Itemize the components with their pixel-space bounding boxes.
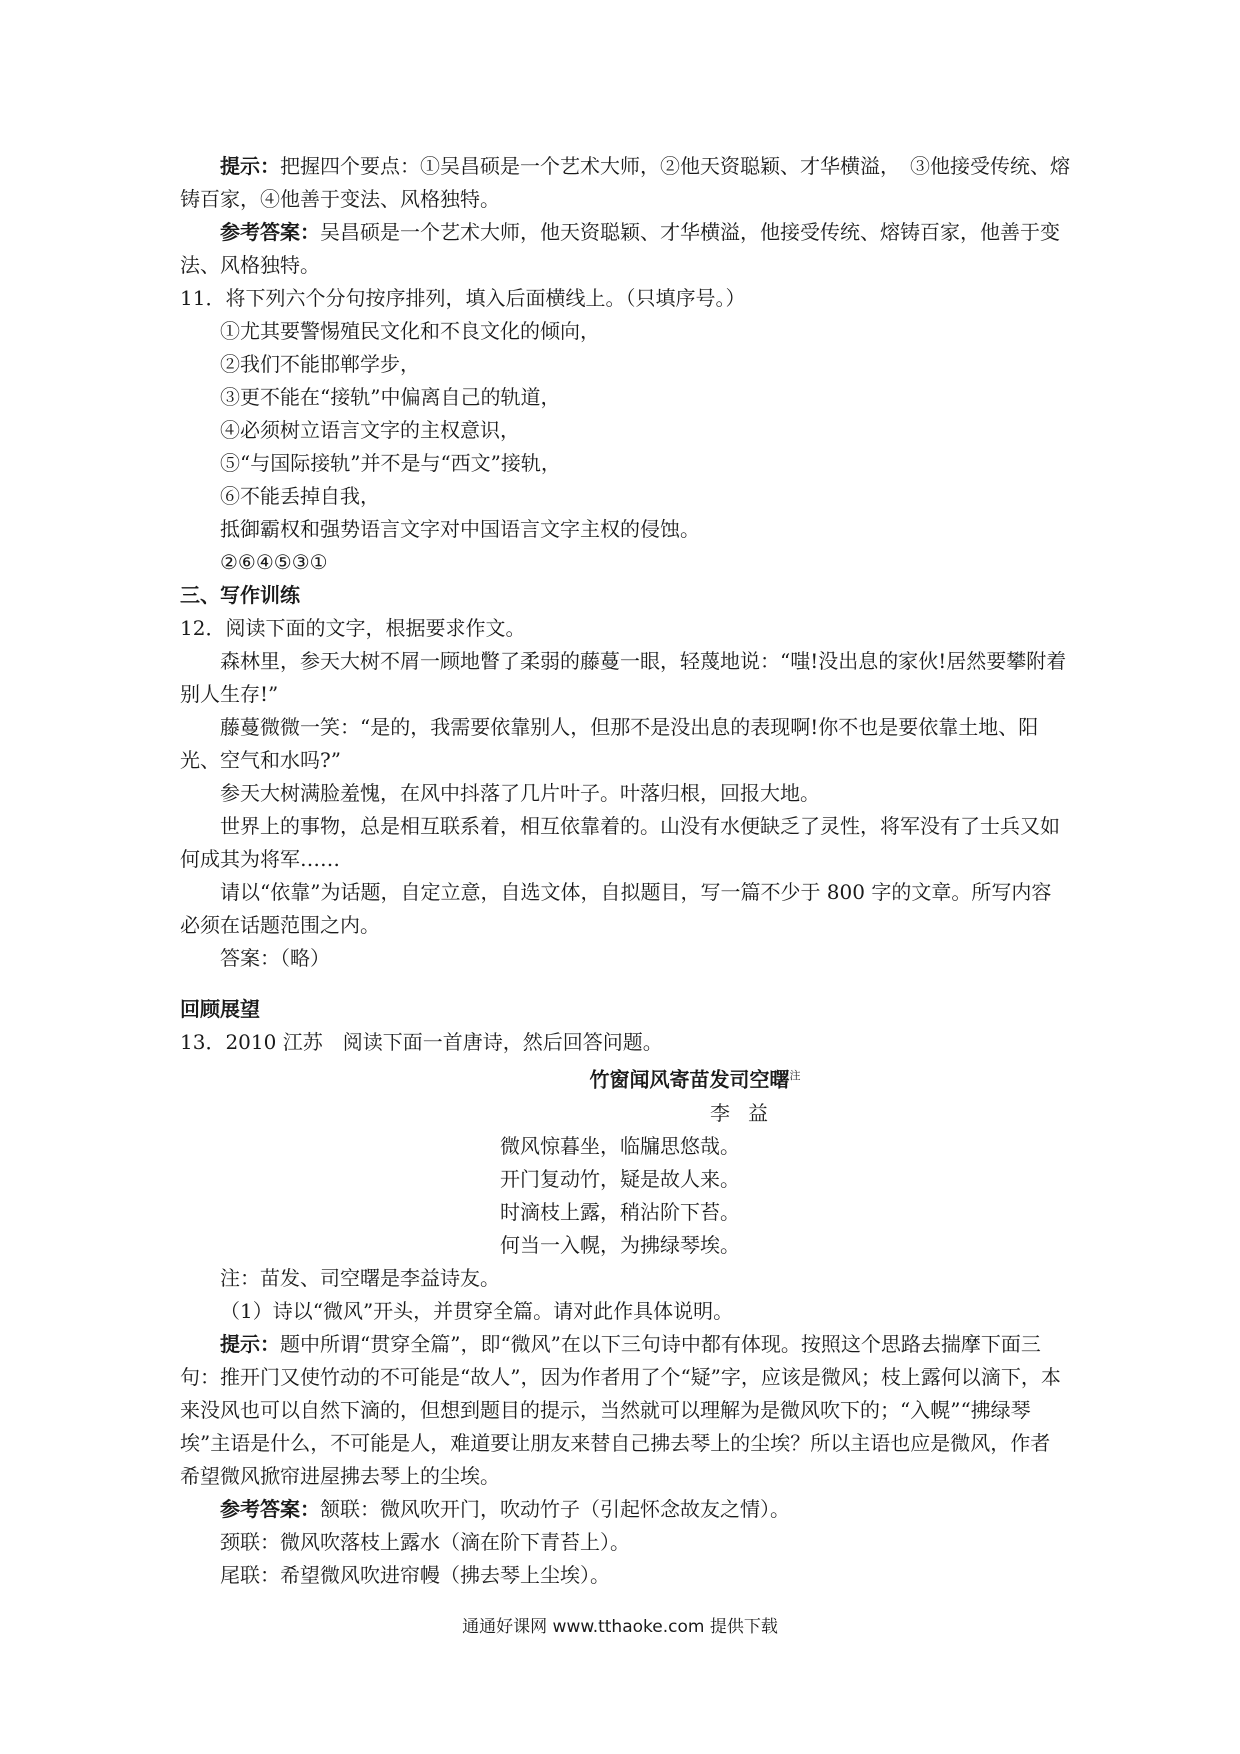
poem-line: 何当一入幌，为拂绿琴埃。 <box>500 1232 740 1257</box>
q13-sub1: （1）诗以“微风”开头，并贯穿全篇。请对此作具体说明。 <box>220 1298 734 1323</box>
hint-label: 提示： <box>220 154 280 178</box>
q13-stem: 13．2010 江苏 阅读下面一首唐诗，然后回答问题。 <box>180 1030 663 1054</box>
answer-label: 参考答案： <box>220 1496 320 1521</box>
q12-paragraph: 森林里，参天大树不屑一顾地瞥了柔弱的藤蔓一眼，轻蔑地说：“嗤!没出息的家伙!居然要攀附着别人生存!” <box>180 649 1067 706</box>
poem-note: 注：苗发、司空曙是李益诗友。 <box>220 1265 500 1290</box>
poem-line: 微风惊暮坐，临牖思悠哉。 <box>500 1133 740 1158</box>
q13-answer-line: 颈联：微风吹落枝上露水（滴在阶下青苔上）。 <box>220 1529 630 1554</box>
q12-answer: 答案：（略） <box>220 946 330 970</box>
q10-answer <box>180 216 1070 282</box>
q11-item-6: ⑥不能丢掉自我， <box>220 484 380 508</box>
hint-label: 提示： <box>220 1331 280 1356</box>
q13-answer-line: 尾联：希望微风吹进帘幔（拂去琴上尘埃）。 <box>220 1562 610 1587</box>
q12-paragraph: 世界上的事物，总是相互联系着，相互依靠着的。山没有水便缺乏了灵性，将军没有了士兵又如何成其为将军…… <box>180 814 1060 871</box>
q11-item-3: ③更不能在“接轨”中偏离自己的轨道， <box>220 385 561 409</box>
q11-item-7: 抵御霸权和强势语言文字对中国语言文字主权的侵蚀。 <box>220 517 700 541</box>
document-body <box>180 150 1070 1592</box>
q13-hint <box>180 1328 1070 1493</box>
poem-line: 开门复动竹，疑是故人来。 <box>500 1166 740 1191</box>
q11-item-2: ②我们不能邯郸学步， <box>220 352 420 376</box>
q10-hint <box>180 150 1070 216</box>
q11-item-1: ①尤其要警惕殖民文化和不良文化的倾向， <box>220 319 600 343</box>
page-footer: 通通好课网 www.tthaoke.com 提供下载 <box>462 1617 778 1637</box>
answer-label: 参考答案： <box>220 220 320 244</box>
q13-answer <box>180 1493 1070 1526</box>
poem-title-note: 注 <box>789 1069 801 1082</box>
q12-paragraph: 参天大树满脸羞愧，在风中抖落了几片叶子。叶落归根，回报大地。 <box>220 781 820 805</box>
poem-author: 李益 <box>710 1100 786 1125</box>
poem-title-text: 竹窗闻风寄苗发司空曙 <box>589 1067 790 1092</box>
poem-title <box>320 1059 1070 1097</box>
q11-stem: 11．将下列六个分句按序排列，填入后面横线上。（只填序号。） <box>180 286 746 310</box>
q11-item-4: ④必须树立语言文字的主权意识， <box>220 418 520 442</box>
q12-stem: 12．阅读下面的文字，根据要求作文。 <box>180 616 526 640</box>
hint-text: 题中所谓“贯穿全篇”，即“微风”在以下三句诗中都有体现。按照这个思路去揣摩下面三句：推开门又使竹动的不可能是“故人”，因为作者用了个“疑”字，应该是微风；枝上露何以滴下，本来没风也可以自然下滴的，但想到题目的提示，当然就可以理解为是微风吹下的；“入幌”“拂绿琴埃”主语是什么，不可能是人，难道要让朋友来替自己拂去琴上的尘埃？所以主语也应是微风，作者希望微风掀帘进屋拂去琴上的尘埃。 <box>180 1331 1061 1488</box>
answer-text: 颔联：微风吹开门，吹动竹子（引起怀念故友之情）。 <box>320 1496 790 1521</box>
q11-item-5: ⑤“与国际接轨”并不是与“西文”接轨， <box>220 451 561 475</box>
q12-paragraph: 请以“依靠”为话题，自定立意，自选文体，自拟题目，写一篇不少于 800 字的文章。所写内容必须在话题范围之内。 <box>180 880 1052 937</box>
q11-answer: ②⑥④⑤③① <box>220 550 328 574</box>
q12-paragraph: 藤蔓微微一笑：“是的，我需要依靠别人，但那不是没出息的表现啊!你不也是要依靠土地、阳光、空气和水吗?” <box>180 715 1039 772</box>
poem-line: 时滴枝上露，稍沾阶下苔。 <box>500 1199 740 1224</box>
section-heading-review: 回顾展望 <box>180 997 260 1021</box>
answer-text: 吴昌硕是一个艺术大师，他天资聪颖、才华横溢，他接受传统、熔铸百家，他善于变法、风格独特。 <box>180 220 1060 277</box>
section-heading-writing: 三、写作训练 <box>180 583 300 607</box>
hint-text: 把握四个要点：①吴昌硕是一个艺术大师，②他天资聪颖、才华横溢， ③他接受传统、熔铸百家，④他善于变法、风格独特。 <box>180 154 1070 211</box>
